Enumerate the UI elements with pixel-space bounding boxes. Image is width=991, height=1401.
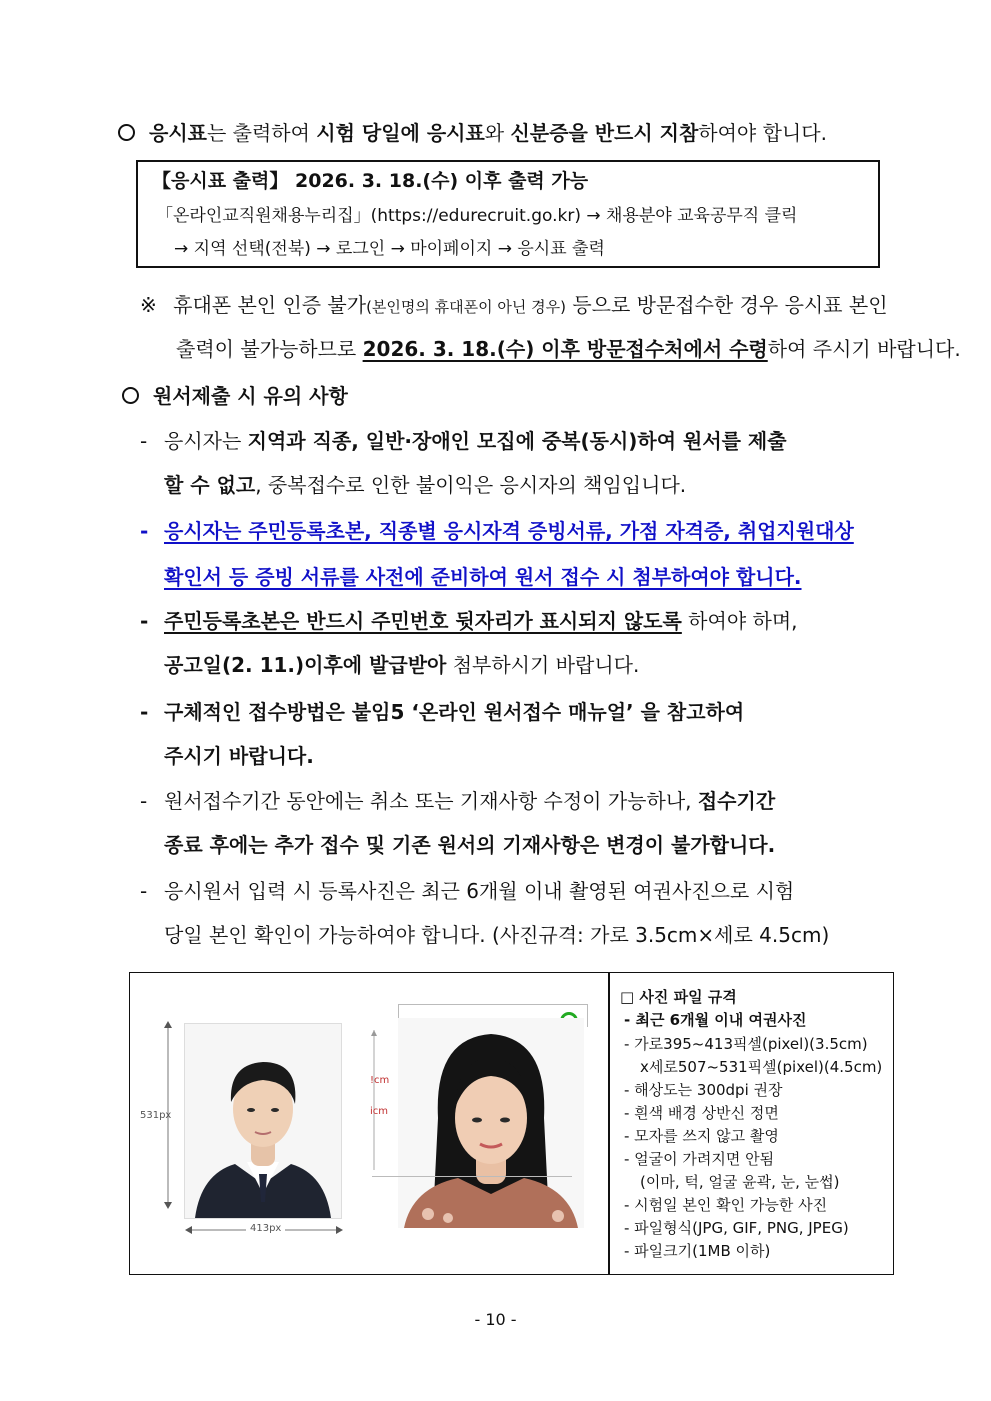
circle-bullet-icon [118, 124, 135, 141]
exam-ticket-paragraph: 응시표는 출력하여 시험 당일에 응시표와 신분증을 반드시 지참하여야 합니다. [118, 118, 827, 148]
spec-item: - 가로395~413픽셀(pixel)(3.5cm) [624, 1035, 868, 1053]
spec-item: - 모자를 쓰지 않고 촬영 [624, 1127, 779, 1145]
spec-item: - 최근 6개월 이내 여권사진 [624, 1011, 807, 1029]
spec-item: - 파일크기(1MB 이하) [624, 1242, 771, 1260]
item-documents-line1: - 응시자는 주민등록초본, 직종별 응시자격 증빙서류, 가점 자격증, 취업지원대상 [140, 519, 854, 543]
item-duplicate-line1: - 응시자는 지역과 직종, 일반·장애인 모집에 중복(동시)하여 원서를 제출 [140, 429, 787, 453]
note-line2: 출력이 불가능하므로 2026. 3. 18.(수) 이후 방문접수처에서 수령하여 주시기 바랍니다. [176, 337, 961, 361]
male-sample-photo [184, 1023, 342, 1219]
circle-bullet-icon [122, 387, 139, 404]
item-photo-line1: - 응시원서 입력 시 등록사진은 최근 6개월 이내 촬영된 여권사진으로 시험 [140, 879, 795, 903]
spec-item: - 흰색 배경 상반신 정면 [624, 1104, 779, 1122]
item-documents-line2: 확인서 등 증빙 서류를 사전에 준비하여 원서 접수 시 첨부하여야 합니다. [164, 565, 802, 589]
spec-item: - 해상도는 300dpi 권장 [624, 1081, 783, 1099]
spec-item: x세로507~531픽셀(pixel)(4.5cm) [640, 1058, 883, 1076]
item-duplicate-line2: 할 수 없고, 중복접수로 인한 불이익은 응시자의 책임입니다. [164, 473, 687, 497]
spec-item: - 시험일 본인 확인 가능한 사진 [624, 1196, 828, 1214]
item-edit-line2: 종료 후에는 추가 접수 및 기존 원서의 기재사항은 변경이 불가합니다. [164, 833, 776, 857]
section-title: 원서제출 시 유의 사항 [122, 381, 348, 411]
note-line1: ※ 휴대폰 본인 인증 불가(본인명의 휴대폰이 아닌 경우) 등으로 방문접수한 경우 응시표 본인 [140, 293, 888, 317]
width-label: 413px [246, 1223, 285, 1234]
spec-title: □ 사진 파일 규격 [620, 988, 737, 1006]
item-edit-line1: - 원서접수기간 동안에는 취소 또는 기재사항 수정이 가능하나, 접수기간 [140, 789, 776, 813]
item-resident-line2: 공고일(2. 11.)이후에 발급받아 첨부하시기 바랍니다. [164, 653, 640, 677]
female-sample-photo [398, 1018, 584, 1228]
ticket-print-path-line2: → 지역 선택(전북) → 로그인 → 마이페이지 → 응시표 출력 [174, 239, 605, 259]
item-photo-line2: 당일 본인 확인이 가능하여야 합니다. (사진규격: 가로 3.5cm×세로 4.5cm) [164, 923, 830, 947]
page-number: - 10 - [474, 1310, 517, 1329]
spec-item: (이마, 턱, 얼굴 윤곽, 눈, 눈썹) [640, 1173, 840, 1191]
photo-spec-divider [608, 972, 610, 1275]
item-manual-line1: - 구체적인 접수방법은 붙임5 ‘온라인 원서접수 매뉴얼’ 을 참고하여 [140, 700, 745, 724]
cm-label-bottom: icm [370, 1106, 389, 1117]
female-portrait-icon [398, 1018, 584, 1228]
reference-mark: ※ [140, 293, 157, 317]
cm-label-top: !cm [370, 1075, 390, 1086]
spec-item: - 얼굴이 가려지면 안됨 [624, 1150, 775, 1168]
height-label: 531px [140, 1110, 172, 1121]
item-manual-line2: 주시기 바랍니다. [164, 744, 314, 768]
ticket-print-path-line1: 「온라인교직원채용누리집」(https://edurecruit.go.kr) → 채용분야 교육공무직 클릭 [156, 206, 798, 226]
chin-guide [372, 1176, 572, 1177]
male-portrait-icon [185, 1024, 341, 1218]
item-resident-line1: - 주민등록초본은 반드시 주민번호 뒷자리가 표시되지 않도록 하여야 하며, [140, 609, 798, 633]
spec-item: - 파일형식(JPG, GIF, PNG, JPEG) [624, 1219, 849, 1237]
ticket-print-title: 【응시표 출력】 2026. 3. 18.(수) 이후 출력 가능 [152, 170, 589, 192]
